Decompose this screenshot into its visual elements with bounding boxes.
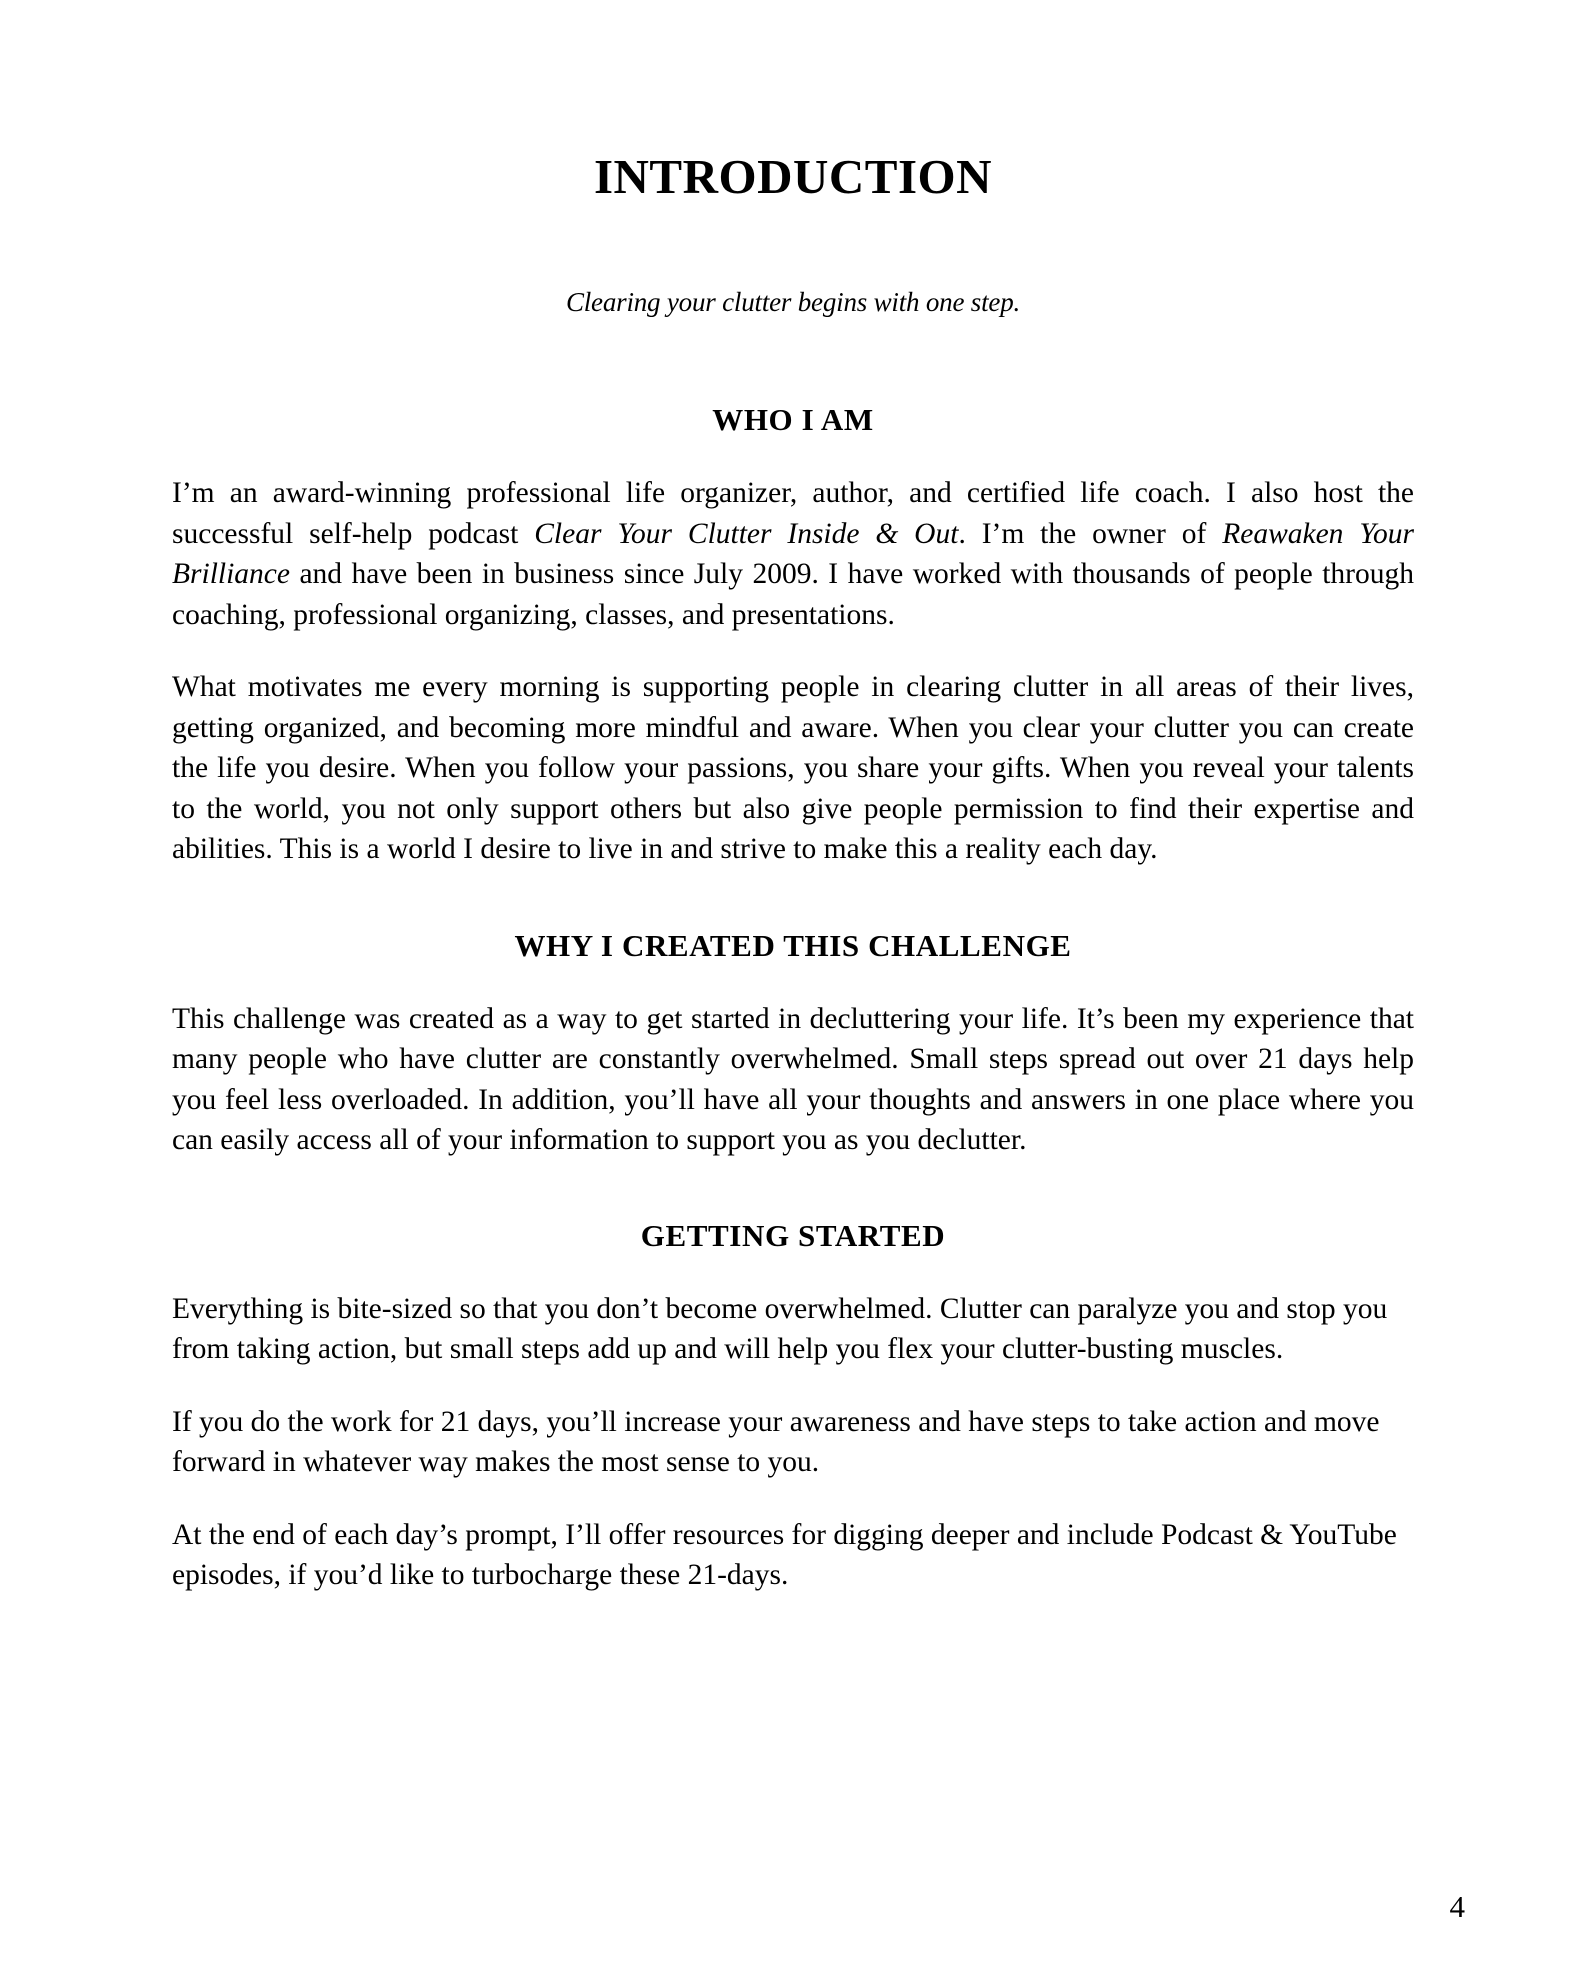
- paragraph-why-1: This challenge was created as a way to get started in decluttering your life. It’s been my experience that many people who have clutter are constantly overwhelmed. Small steps spread out over 21 days help you feel less overloaded. In addition, you’ll have all your thoughts and answers in one place where you can easily access all of your information to support you as you declutter.: [172, 1002, 1414, 1156]
- section-heading-why-i-created-this-challenge: WHY I CREATED THIS CHALLENGE: [514, 927, 1072, 963]
- paragraph-text-run: and have been in business since July 2009. I have worked with thousands of people through coaching, professional organizing, classes, and presentations.: [172, 558, 1414, 631]
- paragraph-getting-started-3: At the end of each day’s prompt, I’ll offer resources for digging deeper and include Podcast & YouTube episodes, if you’d like to turbocharge these 21-days.: [172, 1518, 1397, 1591]
- paragraph-text-run: I’m an award-winning professional life organizer, author, and certified life coach. I also host the successful self-help podcast: [172, 477, 1414, 550]
- page-title: INTRODUCTION: [593, 149, 993, 204]
- italic-work-title: Clear Your Clutter Inside & Out: [534, 517, 959, 550]
- page-number: 4: [1449, 1889, 1465, 1924]
- page-content: [172, 0, 1414, 1596]
- paragraph-text-run: . I’m the owner of: [958, 517, 1223, 550]
- section-heading-getting-started: GETTING STARTED: [640, 1217, 946, 1253]
- section-heading-who-i-am: WHO I AM: [712, 402, 874, 437]
- paragraph-getting-started-2: If you do the work for 21 days, you’ll increase your awareness and have steps to take action and move forward in whatever way makes the most sense to you.: [172, 1405, 1380, 1478]
- paragraph-who-i-am-1: [172, 438, 1414, 635]
- italic-work-title: Reawaken Your Brilliance: [172, 517, 1414, 590]
- paragraph-getting-started-1: Everything is bite-sized so that you don’t become overwhelmed. Clutter can paralyze you and stop you from taking action, but small steps add up and will help you flex your clutter-busting muscles.: [172, 1292, 1388, 1365]
- epigraph: Clearing your clutter begins with one step.: [565, 287, 1021, 317]
- paragraph-who-i-am-2: What motivates me every morning is supporting people in clearing clutter in all areas of their lives, getting organized, and becoming more mindful and aware. When you clear your clutter you can create the life you desire. When you follow your passions, you share your gifts. When you reveal your talents to the world, you not only support others but also give people permission to find their expertise and abilities. This is a world I desire to live in and strive to make this a reality each day.: [172, 671, 1414, 865]
